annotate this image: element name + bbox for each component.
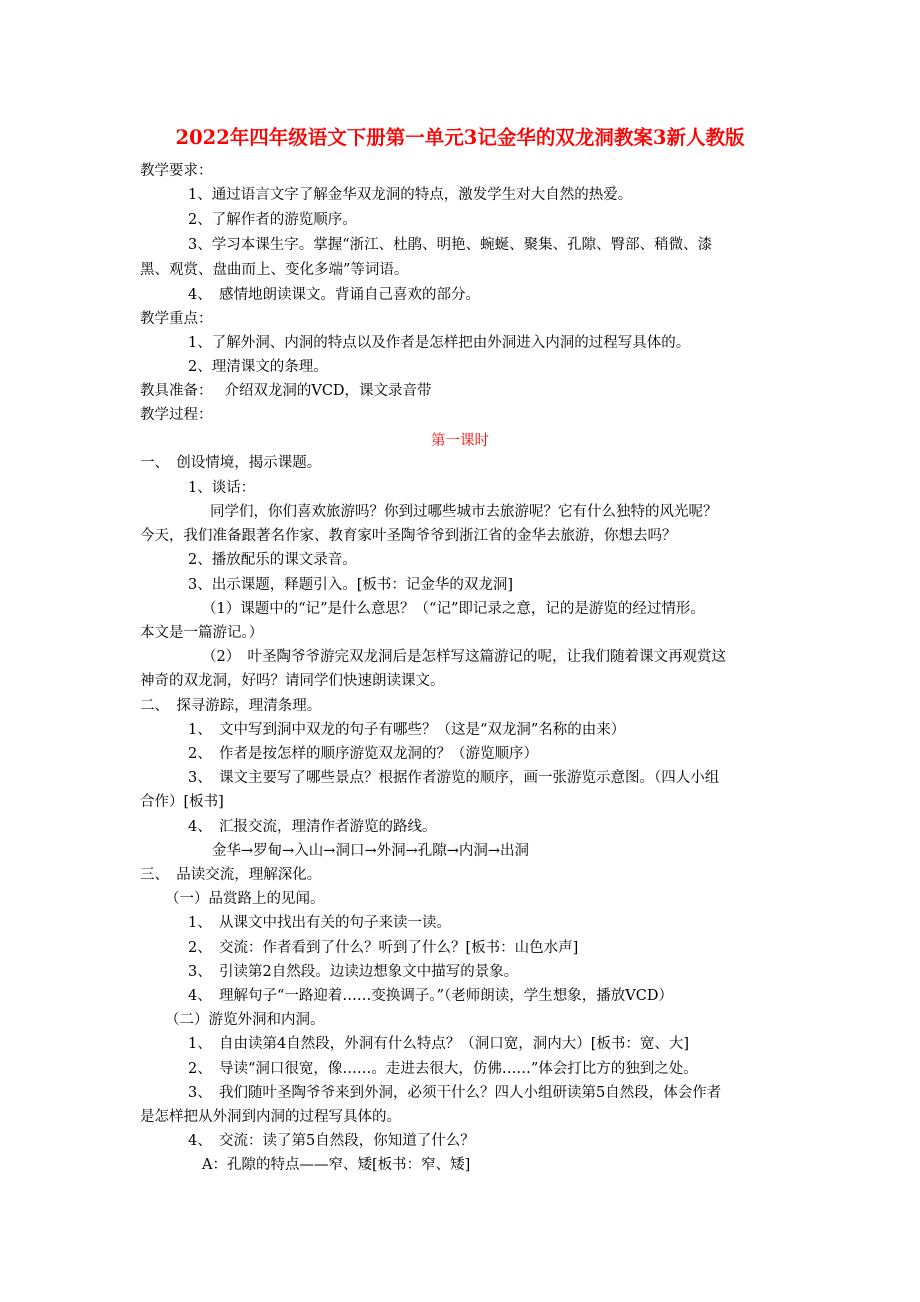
text-line: 2、了解作者的游览顺序。 <box>188 212 357 228</box>
text-line: 2、 导读“洞口很宽，像……。走进去很大，仿佛……”体会打比方的独到之处。 <box>188 1061 698 1077</box>
text-line: 教学过程： <box>140 407 213 423</box>
text-line: 同学们，你们喜欢旅游吗？你到过哪些城市去旅游呢？它有什么独特的风光呢？ <box>210 504 718 520</box>
document-title: 2022年四年级语文下册第一单元3记金华的双龙洞教案3新人教版 <box>175 126 745 149</box>
text-line: 3、 课文主要写了哪些景点？根据作者游览的顺序，画一张游览示意图。（四人小组 <box>188 770 720 786</box>
text-line: 3、出示课题，释题引入。[板书：记金华的双龙洞] <box>188 577 514 593</box>
text-line: （一）品赏路上的见闻。 <box>165 891 325 907</box>
text-line: 三、 品读交流，理解深化。 <box>140 867 322 883</box>
text-line: 1、 从课文中找出有关的句子来读一读。 <box>188 915 451 931</box>
text-line: 1、通过语言文字了解金华双龙洞的特点，激发学生对大自然的热爱。 <box>188 187 633 203</box>
text-line: 1、 文中写到洞中双龙的句子有哪些？（这是“双龙洞”名称的由来） <box>188 722 626 738</box>
text-line: 2、播放配乐的课文录音。 <box>188 552 357 568</box>
text-line: 一、 创设情境，揭示课题。 <box>140 455 322 471</box>
text-line: 教学重点： <box>140 311 213 327</box>
section-heading: 第一课时 <box>431 433 489 449</box>
text-line: 教具准备： 介绍双龙洞的VCD，课文录音带 <box>140 383 432 399</box>
text-line: 二、 探寻游踪，理清条理。 <box>140 698 322 714</box>
text-line: 4、 理解句子“一路迎着……变换调子。”（老师朗读，学生想象，播放VCD） <box>188 988 673 1004</box>
text-line: 是怎样把从外洞到内洞的过程写具体的。 <box>140 1109 401 1125</box>
text-line: 3、 我们随叶圣陶爷爷来到外洞，必须干什么？四人小组研读第5自然段，体会作者 <box>188 1085 722 1101</box>
text-line: 4、 感情地朗读课文。背诵自己喜欢的部分。 <box>188 287 480 303</box>
text-line: 教学要求： <box>140 163 213 179</box>
text-line: 1、 自由读第4自然段，外洞有什么特点？（洞口宽，洞内大）[板书：宽、大] <box>188 1036 690 1052</box>
text-line: 今天，我们准备跟著名作家、教育家叶圣陶爷爷到浙江省的金华去旅游，你想去吗？ <box>140 528 677 544</box>
text-line: 2、 作者是按怎样的顺序游览双龙洞的？（游览顺序） <box>188 746 538 762</box>
text-line: 本文是一篇游记。） <box>140 625 264 641</box>
text-line: 3、学习本课生字。掌握“浙江、杜鹃、明艳、蜿蜒、聚集、孔隙、臀部、稍微、漆 <box>188 237 713 253</box>
text-line: 2、理清课文的条理。 <box>188 359 328 375</box>
text-line: 合作）[板书] <box>140 794 224 810</box>
text-line: （二）游览外洞和内洞。 <box>165 1012 325 1028</box>
text-line: A：孔隙的特点——窄、矮[板书：窄、矮] <box>202 1157 471 1173</box>
text-line: （1）课题中的“记”是什么意思？（“记”即记录之意，记的是游览的经过情形。 <box>202 601 705 617</box>
text-line: （2） 叶圣陶爷爷游完双龙洞后是怎样写这篇游记的呢，让我们随着课文再观赏这 <box>202 649 726 665</box>
route-line: 金华→罗甸→入山→洞口→外洞→孔隙→内洞→出洞 <box>212 843 530 859</box>
text-line: 4、 交流：读了第5自然段，你知道了什么？ <box>188 1133 475 1149</box>
text-line: 1、谈话： <box>188 480 256 496</box>
text-line: 1、了解外洞、内洞的特点以及作者是怎样把由外洞进入内洞的过程写具体的。 <box>188 335 691 351</box>
text-line: 4、 汇报交流，理清作者游览的路线。 <box>188 819 437 835</box>
text-line: 神奇的双龙洞，好吗？请同学们快速朗读课文。 <box>140 673 445 689</box>
text-line: 2、 交流：作者看到了什么？听到了什么？[板书：山色水声] <box>188 940 579 956</box>
text-line: 3、 引读第2自然段。边读边想象文中描写的景象。 <box>188 964 519 980</box>
text-line: 黑、观赏、盘曲而上、变化多端”等词语。 <box>140 262 409 278</box>
